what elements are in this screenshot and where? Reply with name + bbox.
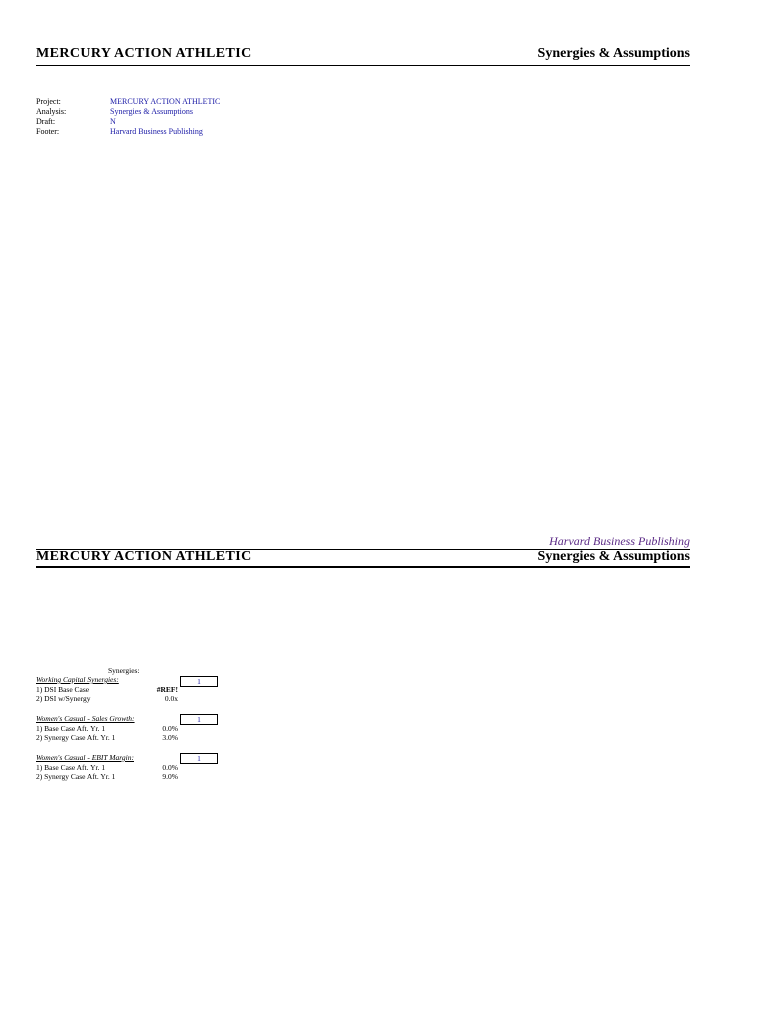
- section-title: Synergies & Assumptions: [537, 549, 690, 564]
- row-label: 2) Synergy Case Aft. Yr. 1: [36, 772, 116, 781]
- meta-value[interactable]: Synergies & Assumptions: [110, 107, 193, 116]
- meta-label: Analysis:: [36, 107, 67, 116]
- row-label: 2) DSI w/Synergy: [36, 694, 91, 703]
- row-value: 0.0%: [162, 763, 178, 772]
- page2-header-rule: [36, 566, 690, 568]
- meta-value[interactable]: MERCURY ACTION ATHLETIC: [110, 97, 221, 106]
- company-title: MERCURY ACTION ATHLETIC: [36, 549, 252, 564]
- row-value: 0.0%: [162, 724, 178, 733]
- synergies-title: Synergies:: [108, 666, 140, 675]
- row-label: 2) Synergy Case Aft. Yr. 1: [36, 733, 116, 742]
- meta-label: Footer:: [36, 127, 60, 136]
- section-title: Synergies & Assumptions: [537, 46, 690, 61]
- selector-cell-sales-growth[interactable]: 1: [180, 714, 218, 725]
- row-value: 3.0%: [162, 733, 178, 742]
- meta-label: Draft:: [36, 117, 56, 126]
- group-title-ebit-margin: Women's Casual - EBIT Margin:: [36, 753, 134, 762]
- selector-cell-ebit-margin[interactable]: 1: [180, 753, 218, 764]
- footer-note: Harvard Business Publishing: [549, 534, 690, 548]
- group-title-sales-growth: Women's Casual - Sales Growth:: [36, 714, 135, 723]
- selector-cell-working-capital[interactable]: 1: [180, 676, 218, 687]
- group-title-working-capital: Working Capital Synergies:: [36, 675, 119, 684]
- company-title: MERCURY ACTION ATHLETIC: [36, 46, 252, 61]
- meta-value[interactable]: N: [110, 117, 116, 126]
- row-value: 0.0x: [164, 694, 178, 703]
- row-label: 1) DSI Base Case: [36, 685, 90, 694]
- row-label: 1) Base Case Aft. Yr. 1: [36, 763, 106, 772]
- header-rule: [36, 65, 690, 66]
- meta-value[interactable]: Harvard Business Publishing: [110, 127, 203, 136]
- row-value: #REF!: [156, 685, 178, 694]
- meta-label: Project:: [36, 97, 61, 106]
- row-value: 9.0%: [162, 772, 178, 781]
- row-label: 1) Base Case Aft. Yr. 1: [36, 724, 106, 733]
